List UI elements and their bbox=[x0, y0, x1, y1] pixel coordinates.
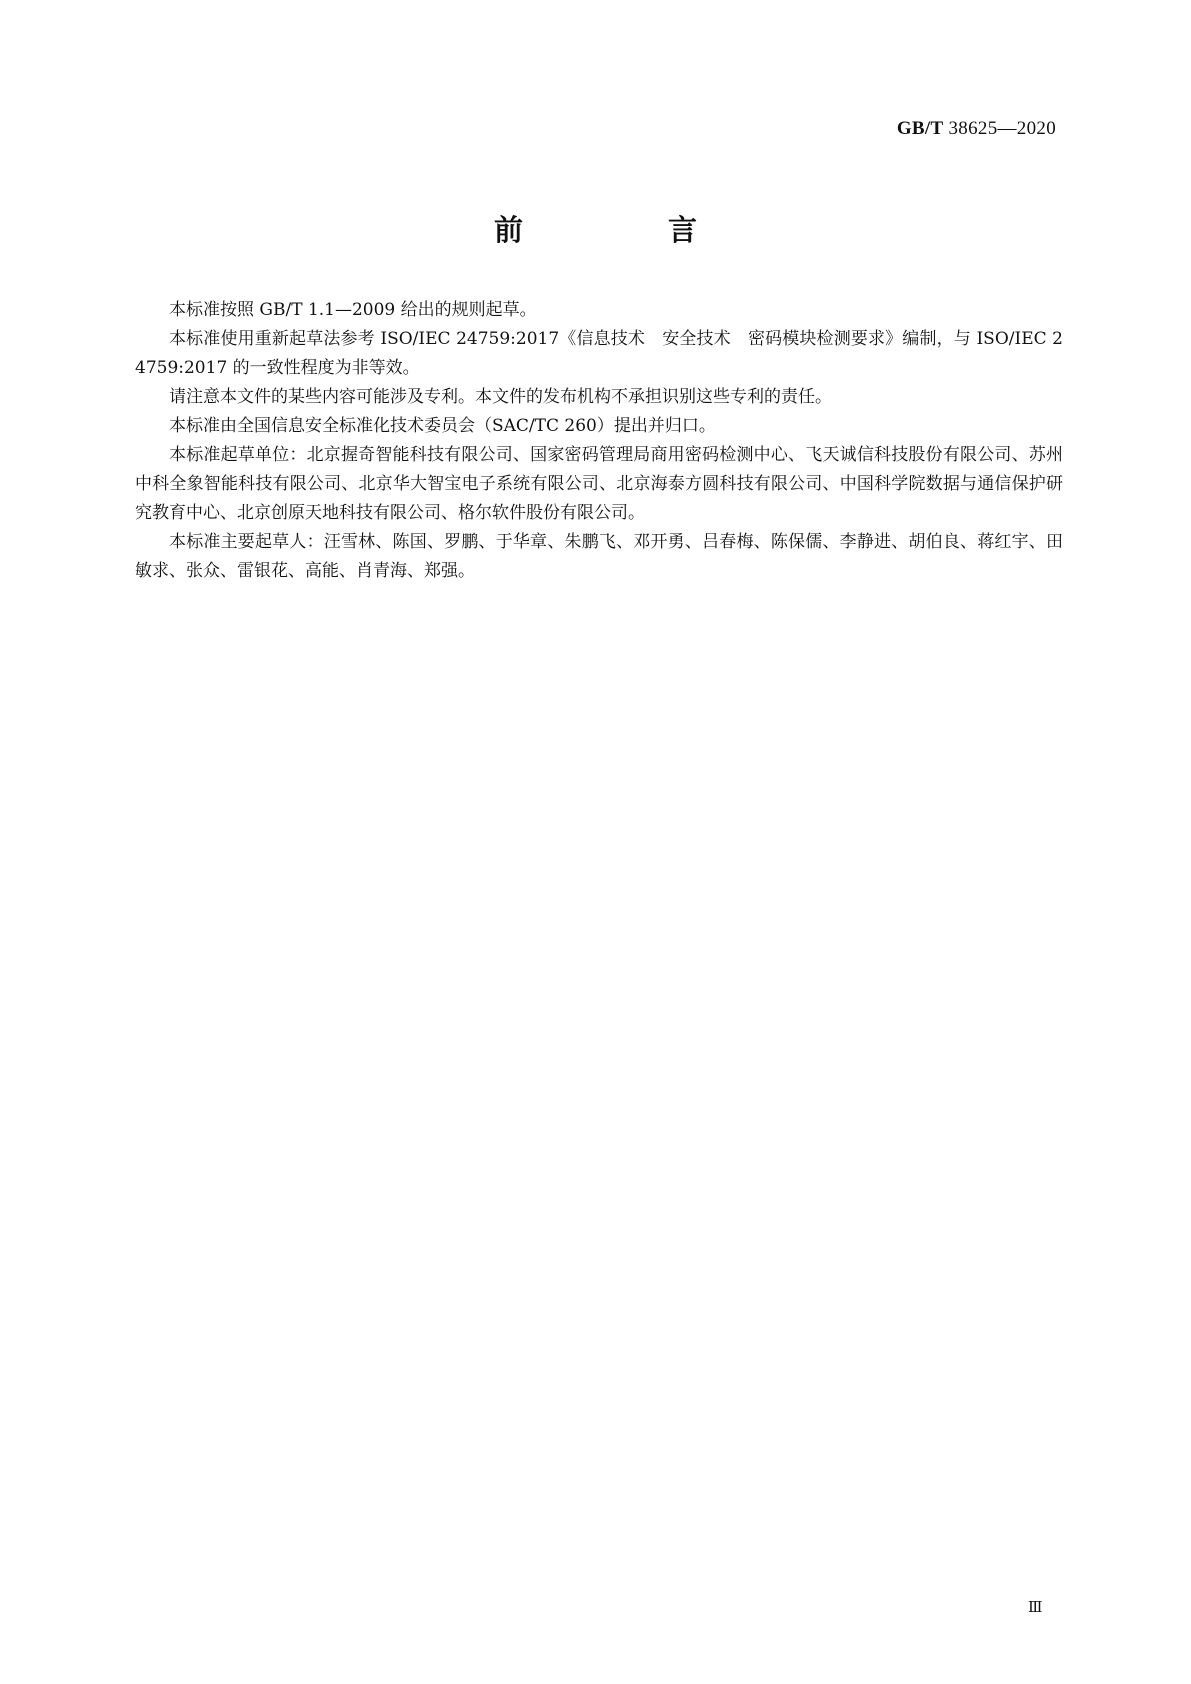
page-number: Ⅲ bbox=[1028, 1600, 1042, 1616]
paragraph-drafters: 本标准主要起草人：汪雪林、陈国、罗鹏、于华章、朱鹏飞、邓开勇、吕春梅、陈保儒、李静进、胡伯良、蒋红宇、田敏求、张众、雷银花、高能、肖青海、郑强。 bbox=[135, 532, 1063, 581]
standard-code: GB/T bbox=[896, 118, 944, 139]
paragraph-reference-standard: 本标准使用重新起草法参考 ISO/IEC 24759:2017《信息技术 安全技术 密码模块检测要求》编制，与 ISO/IEC 24759:2017 的一致性程度为非等效。 bbox=[135, 329, 1063, 378]
standard-number bbox=[897, 118, 1056, 140]
paragraph-drafting-organizations: 本标准起草单位：北京握奇智能科技有限公司、国家密码管理局商用密码检测中心、飞天诚信科技股份有限公司、苏州中科全象智能科技有限公司、北京华大智宝电子系统有限公司、北京海泰方圆科技有限公司、中国科学院数据与通信保护研究教育中心、北京创原天地科技有限公司、格尔软件股份有限公司。 bbox=[135, 445, 1063, 523]
paragraph-patent-notice: 请注意本文件的某些内容可能涉及专利。本文件的发布机构不承担识别这些专利的责任。 bbox=[169, 387, 832, 407]
paragraph-proposing-committee: 本标准由全国信息安全标准化技术委员会（SAC/TC 260）提出并归口。 bbox=[169, 416, 716, 436]
paragraph-drafting-rules: 本标准按照 GB/T 1.1—2009 给出的规则起草。 bbox=[169, 300, 537, 320]
standard-year-number: 38625—2020 bbox=[948, 118, 1056, 139]
page-title: 前 言 bbox=[493, 213, 755, 247]
foreword-body bbox=[135, 296, 1063, 586]
